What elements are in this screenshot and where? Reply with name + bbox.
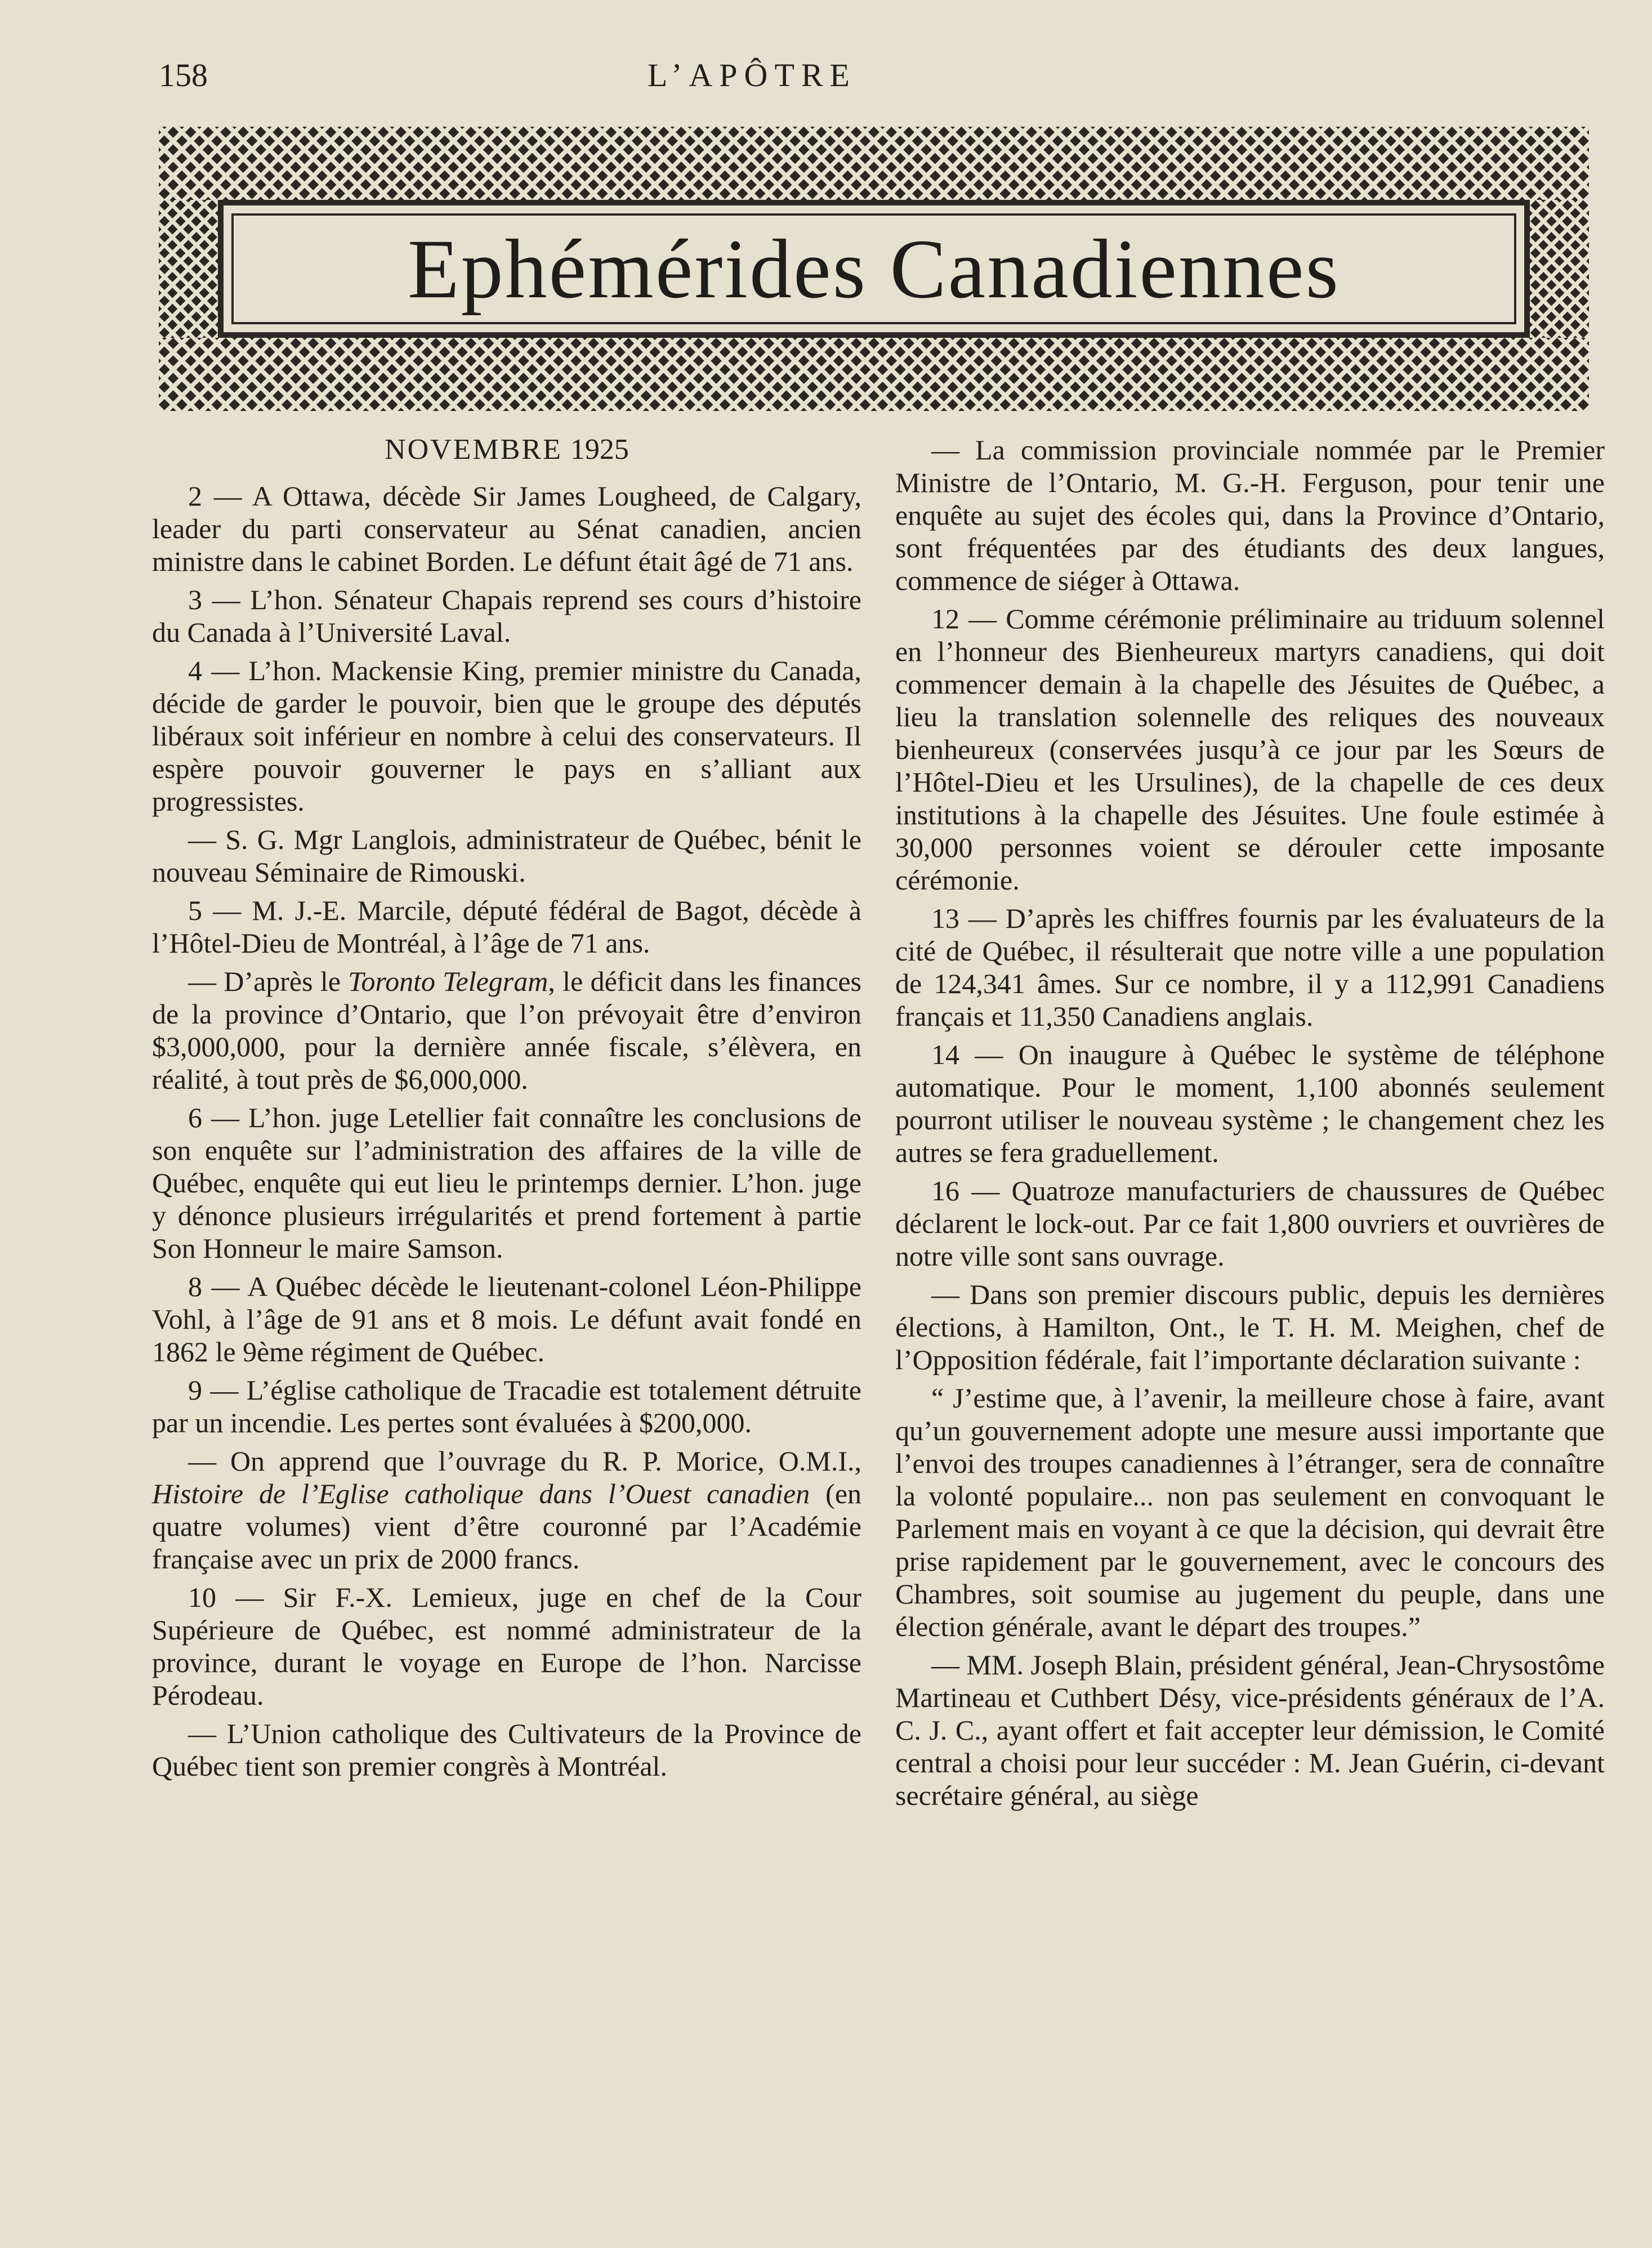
entry-paragraph: — L’Union catholique des Cultivateurs de la Province de Québec tient son premier congrès à Montréal. [152, 1718, 861, 1782]
book-title: Histoire de l’Eglise catholique dans l’Ouest canadien [152, 1478, 810, 1509]
month-heading [152, 433, 861, 466]
entry-paragraph: 13 — D’après les chiffres fournis par les évaluateurs de la cité de Québec, il résulterait que notre ville a une population de 124,341 âmes. Sur ce nombre, il y a 112,991 Canadiens français et 11,350 Canadiens anglais. [895, 902, 1605, 1032]
quotation-paragraph: “ J’estime que, à l’avenir, la meilleure chose à faire, avant qu’un gouvernement adopte une mesure aussi importante que l’envoi des troupes canadiennes à l’étranger, sera de connaître la volonté populaire... non pas seulement en convoquant le Parlement mais en voyant à ce que la décision, qui devrait être prise rapidement par le gouvernement, avec le concours des Chambres, soit soumise au jugement du peuple, dans une élection générale, avant le départ des troupes.” [895, 1382, 1605, 1642]
entry-paragraph: — S. G. Mgr Langlois, administrateur de Québec, bénit le nouveau Séminaire de Rimouski. [152, 824, 861, 888]
banner-left-border [159, 200, 218, 338]
entry-paragraph: 16 — Quatroze manufacturiers de chaussures de Québec déclarent le lock-out. Par ce fait 1,800 ouvriers et ouvrières de notre ville sont sans ouvrage. [895, 1175, 1605, 1272]
month-year: 1925 [570, 433, 629, 466]
running-title: L’APÔTRE [648, 57, 856, 93]
entry-paragraph: 2 — A Ottawa, décède Sir James Lougheed, de Calgary, leader du parti conservateur au Sénat canadien, ancien ministre dans le cabinet Borden. Le défunt était âgé de 71 ans. [152, 480, 861, 577]
banner-title-panel [218, 200, 1530, 338]
right-column [895, 433, 1605, 1817]
telegram-text-after: , le déficit dans les finances de la province d’Ontario, que l’on prévoyait être d’environ $3,000,000, pour la dernière année fiscale, s’élèvera, en réalité, à tout près de $6,000,000. [152, 966, 861, 1095]
banner-title: Ephémérides Canadiennes [408, 222, 1340, 316]
ornamental-banner [159, 127, 1589, 411]
page-number: 158 [159, 57, 208, 93]
banner-right-border [1530, 200, 1589, 338]
entry-paragraph: 9 — L’église catholique de Tracadie est totalement détruite par un incendie. Les pertes sont évaluées à $200,000. [152, 1374, 861, 1438]
entry-paragraph: — La commission provinciale nommée par le Premier Ministre de l’Ontario, M. G.-H. Ferguson, pour tenir une enquête au sujet des écoles qui, dans la Province d’Ontario, sont fréquentées par des étudiants des deux langues, commence de siéger à Ottawa. [895, 434, 1605, 596]
entry-paragraph: 14 — On inaugure à Québec le système de téléphone automatique. Pour le moment, 1,100 abonnés seulement pourront utiliser le nouveau système ; le changement chez les autres se fera graduellement. [895, 1039, 1605, 1168]
entry-paragraph: 8 — A Québec décède le lieutenant-colonel Léon-Philippe Vohl, à l’âge de 91 ans et 8 mois. Le défunt avait fondé en 1862 le 9ème régiment de Québec. [152, 1271, 861, 1367]
book-text-before: — On apprend que l’ouvrage du R. P. Morice, O.M.I., [188, 1445, 861, 1477]
entry-paragraph: — Dans son premier discours public, depuis les dernières élections, à Hamilton, Ont., le T. H. M. Meighen, chef de l’Opposition fédérale, fait l’importante déclaration suivante : [895, 1279, 1605, 1375]
month-name: NOVEMBRE [385, 433, 562, 466]
entry-paragraph-telegram [152, 965, 861, 1096]
entry-paragraph-book [152, 1445, 861, 1575]
book-text-after: (en quatre volumes) vient d’être couronné par l’Académie française avec un prix de 2000 francs. [152, 1478, 862, 1575]
banner-top-border [159, 127, 1589, 200]
left-column [152, 433, 861, 1788]
newspaper-title: Toronto Telegram [348, 966, 548, 997]
entry-paragraph: 6 — L’hon. juge Letellier fait connaître les conclusions de son enquête sur l’administration des affaires de la ville de Québec, enquête qui eut lieu le printemps dernier. L’hon. juge y dénonce plusieurs irrégularités et prend fortement à partie Son Honneur le maire Samson. [152, 1102, 861, 1264]
entry-paragraph: 3 — L’hon. Sénateur Chapais reprend ses cours d’histoire du Canada à l’Université Laval. [152, 584, 861, 648]
entry-paragraph: 5 — M. J.-E. Marcile, député fédéral de Bagot, décède à l’Hôtel-Dieu de Montréal, à l’âge de 71 ans. [152, 895, 861, 959]
entry-paragraph: 4 — L’hon. Mackensie King, premier ministre du Canada, décide de garder le pouvoir, bien que le groupe des députés libéraux soit inférieur en nombre à celui des conservateurs. Il espère pouvoir gouverner le pays en s’alliant aux progressistes. [152, 655, 861, 817]
entry-paragraph: 10 — Sir F.-X. Lemieux, juge en chef de la Cour Supérieure de Québec, est nommé administrateur de la province, durant le voyage en Europe de l’hon. Narcisse Pérodeau. [152, 1581, 861, 1711]
entry-paragraph: — MM. Joseph Blain, président général, Jean-Chrysostôme Martineau et Cuthbert Désy, vice-présidents généraux de l’A. C. J. C., ayant offert et fait accepter leur démission, le Comité central a choisi pour leur succéder : M. Jean Guérin, ci-devant secrétaire général, au siège [895, 1649, 1605, 1811]
banner-bottom-border [159, 338, 1589, 411]
telegram-text-before: — D’après le [188, 966, 349, 997]
entry-paragraph: 12 — Comme cérémonie préliminaire au triduum solennel en l’honneur des Bienheureux martyrs canadiens, qui doit commencer demain à la chapelle des Jésuites de Québec, a lieu la translation solennelle des reliques des nouveaux bienheureux (conservées jusqu’à ce jour par les Sœurs de l’Hôtel-Dieu et les Ursulines), de la chapelle de ces deux institutions à la chapelle des Jésuites. Une foule estimée à 30,000 personnes voient se dérouler cette imposante cérémonie. [895, 603, 1605, 896]
